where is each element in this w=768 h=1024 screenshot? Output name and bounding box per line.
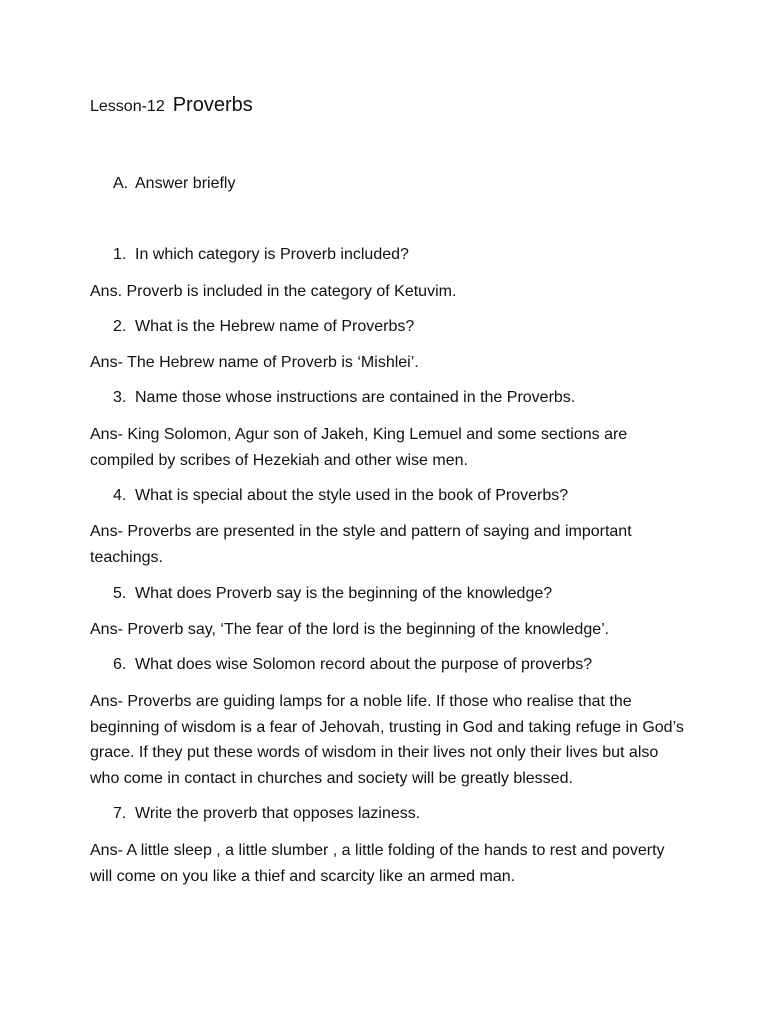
question-3 xyxy=(113,385,575,411)
question-number: 5. xyxy=(113,585,127,602)
answer-1: Ans. Proverb is included in the category of Ketuvim. xyxy=(90,283,457,300)
lesson-title: Proverbs xyxy=(172,94,253,116)
question-text: In which category is Proverb included? xyxy=(135,246,409,263)
question-number: 6. xyxy=(113,656,127,673)
question-text: What does Proverb say is the beginning of the knowledge? xyxy=(135,585,553,602)
question-number: 4. xyxy=(113,487,127,504)
question-text: Name those whose instructions are contained in the Proverbs. xyxy=(135,389,576,406)
question-7 xyxy=(113,801,420,827)
section-label: Answer briefly xyxy=(135,175,236,192)
section-marker: A. xyxy=(113,175,129,192)
answer-6: Ans- Proverbs are guiding lamps for a noble life. If those who realise that the beginning of wisdom is a fear of Jehovah, trusting in God and taking refuge in God’s grace. If they put these words of wisdom in their lives not only their lives but also who come in contact in churches and society will be greatly blessed. xyxy=(90,693,684,787)
answer-4: Ans- Proverbs are presented in the style and pattern of saying and important teachings. xyxy=(90,523,632,566)
question-4 xyxy=(113,483,568,509)
section-heading xyxy=(113,171,235,197)
answer-5: Ans- Proverb say, ‘The fear of the lord is the beginning of the knowledge’. xyxy=(90,621,610,638)
question-number: 7. xyxy=(113,805,127,822)
question-text: What does wise Solomon record about the purpose of proverbs? xyxy=(135,656,593,673)
question-number: 2. xyxy=(113,318,127,335)
question-5 xyxy=(113,581,552,607)
lesson-label: Lesson-12 xyxy=(90,98,165,115)
answer-7: Ans- A little sleep , a little slumber , a little folding of the hands to rest and poverty will come on you like a thief and scarcity like an armed man. xyxy=(90,842,665,885)
lesson-heading xyxy=(90,94,253,117)
question-1 xyxy=(113,242,409,268)
question-text: What is special about the style used in the book of Proverbs? xyxy=(135,487,569,504)
question-6 xyxy=(113,652,592,678)
question-number: 3. xyxy=(113,389,127,406)
question-text: What is the Hebrew name of Proverbs? xyxy=(135,318,415,335)
answer-3: Ans- King Solomon, Agur son of Jakeh, King Lemuel and some sections are compiled by scribes of Hezekiah and other wise men. xyxy=(90,426,628,469)
answer-2: Ans- The Hebrew name of Proverb is ‘Mishlei’. xyxy=(90,354,419,371)
question-number: 1. xyxy=(113,246,127,263)
question-text: Write the proverb that opposes laziness. xyxy=(135,805,421,822)
question-2 xyxy=(113,314,414,340)
